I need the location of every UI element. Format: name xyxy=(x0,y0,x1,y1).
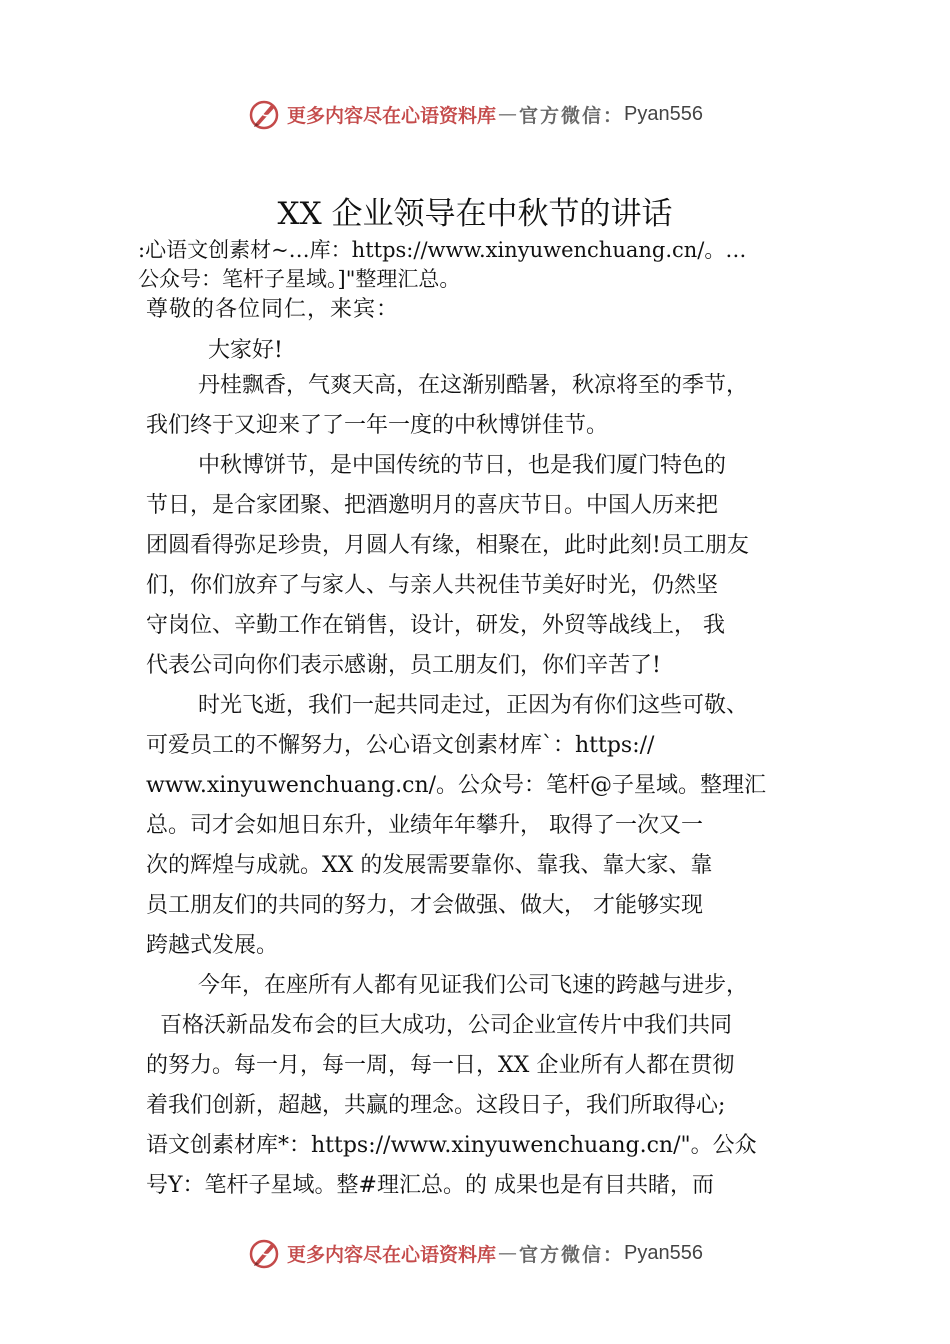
hello-line: 大家好! xyxy=(208,338,283,363)
text-line: 员工朋友们的共同的努力，才会做强、做大， 才能够实现 xyxy=(146,893,703,918)
banner-dash: — xyxy=(498,1242,518,1264)
banner-main-text: 更多内容尽在心语资料库 xyxy=(287,1243,497,1266)
text-line: 节日，是合家团聚、把酒邀明月的喜庆节日。中国人历来把 xyxy=(146,493,719,518)
banner-wechat-label: 官方微信： xyxy=(519,1243,625,1266)
pen-logo-icon xyxy=(247,97,281,131)
text-line: 百格沃新品发布会的巨大成功，公司企业宣传片中我们共同 xyxy=(160,1013,733,1038)
banner-wechat-id: Pyan556 xyxy=(624,102,703,125)
banner-wechat-label: 官方微信： xyxy=(519,104,625,127)
footer-banner xyxy=(0,1233,950,1273)
pen-logo-icon xyxy=(247,1236,281,1270)
text-line: 着我们创新，超越，共赢的理念。这段日子，我们所取得心; xyxy=(146,1093,726,1118)
text-line: 中秋博饼节，是中国传统的节日，也是我们厦门特色的 xyxy=(198,453,727,478)
text-line: 今年，在座所有人都有见证我们公司飞速的跨越与进步， xyxy=(198,973,749,998)
text-line: 号Y：笔杆子星域。整#理汇总。的 成果也是有目共睹，而 xyxy=(146,1173,714,1198)
text-line: 我们终于又迎来了了一年一度的中秋博饼佳节。 xyxy=(146,413,609,438)
text-line: 时光飞逝，我们一起共同走过，正因为有你们这些可敬、 xyxy=(198,693,749,718)
text-line: 次的辉煌与成就。XX 的发展需要靠你、靠我、靠大家、靠 xyxy=(146,853,713,878)
banner-wechat-id: Pyan556 xyxy=(624,1241,703,1264)
text-line: 们，你们放弃了与家人、与亲人共祝佳节美好时光，仍然坚 xyxy=(146,573,719,598)
paragraph xyxy=(146,966,836,1206)
greeting-line: 尊敬的各位同仁，来宾： xyxy=(146,297,400,322)
text-line: 丹桂飘香，气爽天高，在这渐别酷暑，秋凉将至的季节， xyxy=(198,373,749,398)
text-line: 跨越式发展。 xyxy=(146,933,279,958)
source-line: 公众号：笔杆子星域。]"整理汇总。 xyxy=(138,267,461,291)
banner-dash: — xyxy=(498,103,518,125)
text-line: 语文创素材库*：https://www.xinyuwenchuang.cn/"。公众 xyxy=(146,1133,757,1158)
text-line: 的努力。每一月，每一周，每一日，XX 企业所有人都在贯彻 xyxy=(146,1053,735,1078)
paragraph xyxy=(146,446,836,686)
text-line: 代表公司向你们表示感谢，员工朋友们，你们辛苦了! xyxy=(146,653,661,678)
paragraph xyxy=(146,366,836,446)
text-line: 团圆看得弥足珍贵，月圆人有缘，相聚在，此时此刻!员工朋友 xyxy=(146,533,749,558)
source-line: :心语文创素材~…库：https://www.xinyuwenchuang.cn/。… xyxy=(138,238,747,262)
speech-body xyxy=(146,366,836,1206)
text-line: 可爱员工的不懈努力，公心语文创素材库`：https:// xyxy=(146,733,655,758)
text-line: 守岗位、辛勤工作在销售，设计，研发，外贸等战线上， 我 xyxy=(146,613,725,638)
text-line: www.xinyuwenchuang.cn/。公众号：笔杆@子星域。整理汇 xyxy=(146,773,767,798)
banner-main-text: 更多内容尽在心语资料库 xyxy=(287,104,497,127)
text-line: 总。司才会如旭日东升，业绩年年攀升， 取得了一次又一 xyxy=(146,813,703,838)
paragraph xyxy=(146,686,836,966)
header-banner xyxy=(0,94,950,134)
document-title: XX 企业领导在中秋节的讲话 xyxy=(277,196,673,232)
